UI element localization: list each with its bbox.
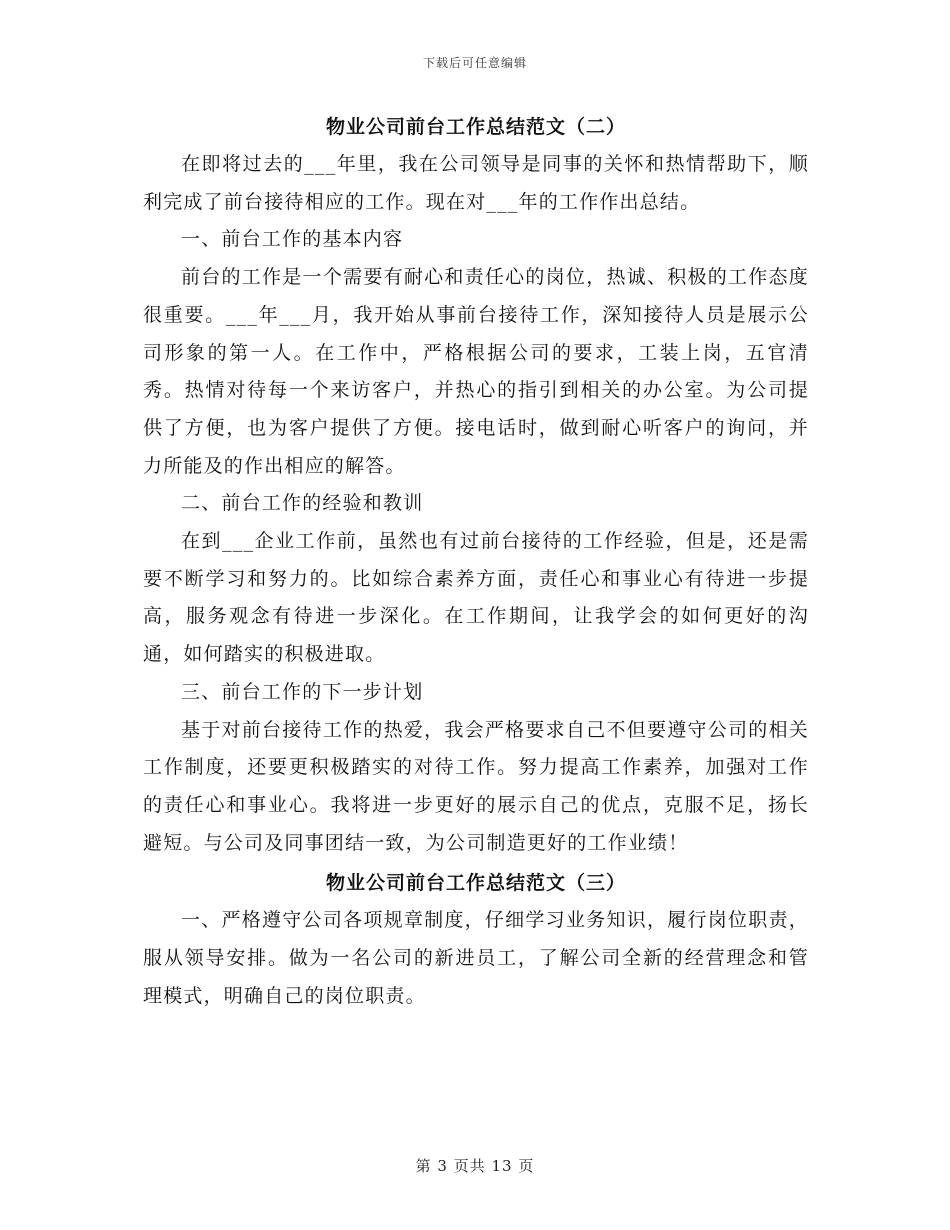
rules-paragraph: 一、严格遵守公司各项规章制度，仔细学习业务知识，履行岗位职责，服从领导安排。做为一名公司的新进员工，了解公司全新的经营理念和管理模式，明确自己的岗位职责。 [143,909,809,1007]
section-title: 物业公司前台工作总结范文（二） [325,116,626,138]
next-plan-paragraph: 基于对前台接待工作的热爱，我会严格要求自己不但要遵守公司的相关工作制度，还要更积极踏实的对待工作。努力提高工作素养，加强对工作的责任心和事业心。我将进一步更好的展示自己的优点，克服不足，扬长避短。与公司及同事团结一致，为公司制造更好的工作业绩！ [143,718,809,854]
section-title: 物业公司前台工作总结范文（三） [325,872,626,895]
subheading-basic-content: 一、前台工作的基本内容 [181,228,404,251]
subheading-next-plan: 三、前台工作的下一步计划 [181,680,424,703]
page-header-note: 下载后可任意编辑 [422,56,527,70]
intro-paragraph: 在即将过去的___年里，我在公司领导是同事的关怀和热情帮助下，顺利完成了前台接待相应的工作。现在对___年的工作作出总结。 [143,153,809,213]
experience-paragraph: 在到___企业工作前，虽然也有过前台接待的工作经验，但是，还是需要不断学习和努力的。比如综合素养方面，责任心和事业心有待进一步提高，服务观念有待进一步深化。在工作期间，让我学会的如何更好的沟通，如何踏实的积极进取。 [143,530,809,666]
section-two [143,108,809,862]
page-number: 第 3 页共 13 页 [415,1157,535,1175]
subheading-experience: 二、前台工作的经验和教训 [181,492,424,515]
basic-content-paragraph: 前台的工作是一个需要有耐心和责任心的岗位，热诚、积极的工作态度很重要。___年___月，我开始从事前台接待工作，深知接待人员是展示公司形象的第一人。在工作中，严格根据公司的要求，工装上岗，五官清秀。热情对待每一个来访客户，并热心的指引到相关的办公室。为公司提供了方便，也为客户提供了方便。接电话时，做到耐心听客户的询问，并力所能及的作出相应的解答。 [143,266,809,477]
section-three [143,864,809,1015]
document-body [143,108,809,1015]
